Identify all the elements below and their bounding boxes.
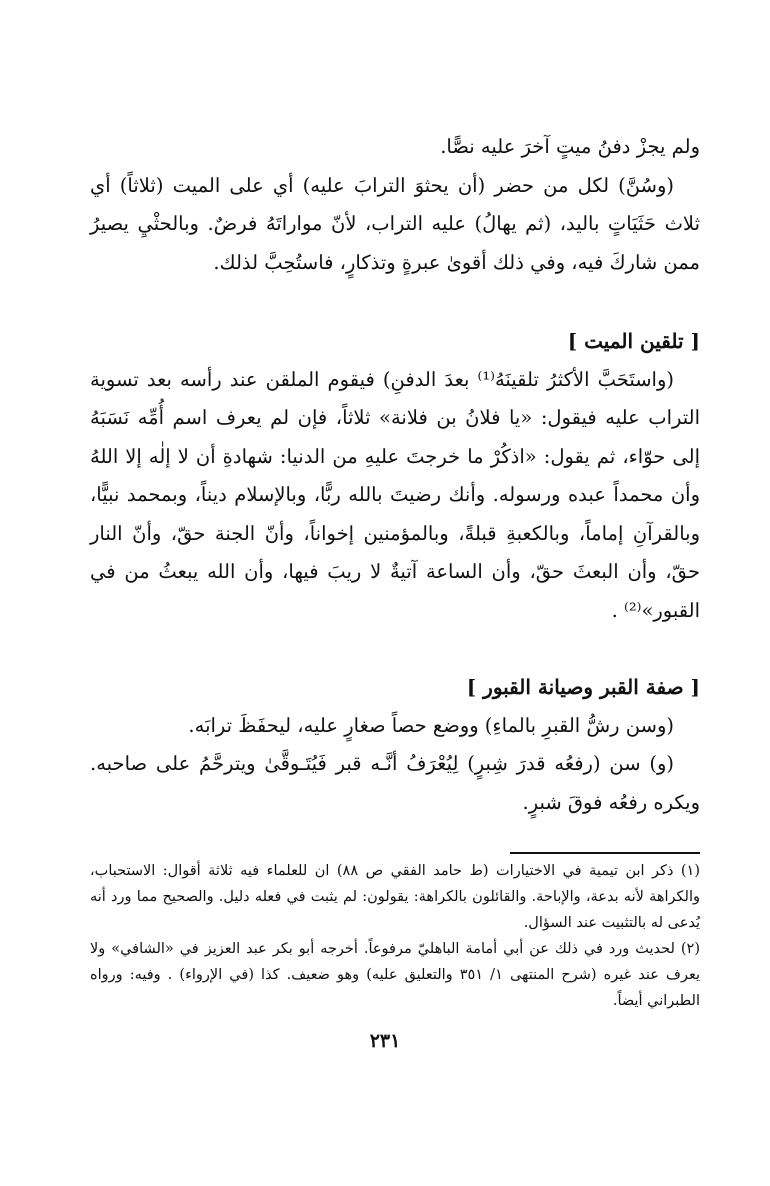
paragraph-talqin: (واستَحَبَّ الأكثرُ تلقينَهُ⁽¹⁾ بعدَ الدفنِ) فيقوم الملقن عند رأسه بعد تسوية التراب عليه فيقول: «يا فلانُ بن فلانة» ثلاثاً، فإن لم يعرف اسم أُمِّه نَسَبَهُ إلى حوّاء، ثم يقول: «اذكُرْ ما خرجتَ عليهِ من الدنيا: شهادةِ أن لا إلٰه إلا اللهُ وأن محمداً عبده ورسوله. وأنك رضيتَ بالله ربًّا، وبالإسلام ديناً، وبمحمد نبيًّا، وبالقرآنِ إماماً، وبالكعبةِ قبلةً، وبالمؤمنين إخواناً، وأنّ الجنة حقّ، وأنّ النار حقّ، وأن البعثَ حقّ، وأن الساعة آتيةٌ لا ريبَ فيها، وأن الله يبعثُ من في القبور»⁽²⁾ . <box>90 367 700 622</box>
footnote-1: (١) ذكر ابن تيمية في الاختيارات (ط حامد الفقي ص ٨٨) ان للعلماء فيه ثلاثة أقوال: الاستحباب، والكراهة لأنه بدعة، والإباحة. والقائلون بالكراهة: يقولون: لم يثبت في فعله دليل. والصحيح مما ورد أنه يُدعى له بالتثبيت عند السؤال. <box>90 863 700 931</box>
paragraph-burial-rule: ولم يجزْ دفنُ ميتٍ آخرَ عليه نصًّا. <box>440 135 700 158</box>
section-heading-grave-description: [ صفة القبر وصيانة القبور ] <box>466 675 700 699</box>
section-gap <box>90 630 700 668</box>
section-gap <box>90 282 700 322</box>
paragraph-sprinkling-water: (وسن رشُّ القبرِ بالماءِ) ووضع حصاً صغارٍ عليه، ليحفَظَ ترابَه. <box>188 713 674 737</box>
main-text <box>90 128 700 822</box>
paragraph-throwing-soil: (وسُنَّ) لكل من حضر (أن يحثوَ الترابَ عليه) أي على الميت (ثلاثاً) أي ثلاث حَثَيَاتٍ باليد، (ثم يهالُ) عليه التراب، لأنّ مواراتَهُ فرضٌ. وبالحثْيِ يصيرُ ممن شاركَ فيه، وفي ذلك أقوىٰ عبرةٍ وتذكارٍ، فاستُحِبَّ لذلك. <box>90 173 700 274</box>
paragraph-raising-grave: (و) سن (رفعُه قدرَ شِبرٍ) لِيُعْرَفُ أنَّـه قبر فَيُتَـوقَّىٰ ويترحَّمُ على صاحبه. ويكره رفعُه فوقَ شبرٍ. <box>90 752 700 814</box>
footnotes <box>90 852 700 1014</box>
footnote-divider <box>510 852 700 854</box>
page-number: ٢٣١ <box>369 1030 401 1052</box>
section-heading-talqin: [ تلقين الميت ] <box>567 329 700 353</box>
footnote-2: (٢) لحديث ورد في ذلك عن أبي أمامة الباهليّ مرفوعاً. أخرجه أبو بكر عبد العزيز في «الشافي» ولا يعرف عند غيره (شرح المنتهى ١/ ٣٥١ والتعليق عليه) وهو ضعيف. كذا (في الإرواء) . وفيه: ورواه الطبراني أيضاً. <box>90 941 700 1009</box>
